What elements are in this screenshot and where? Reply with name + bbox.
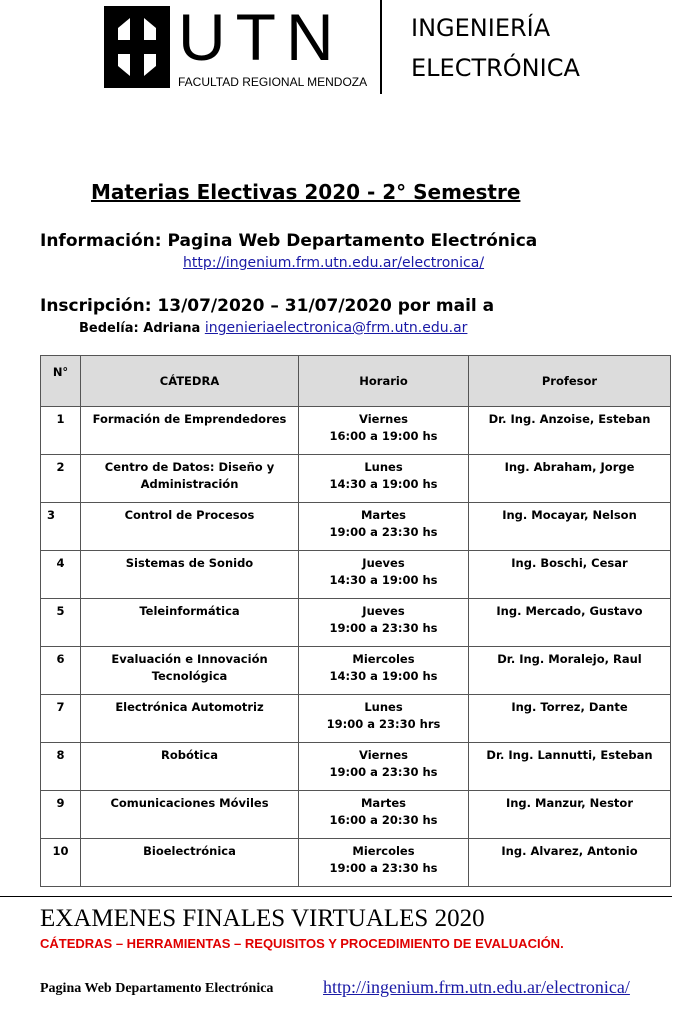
row-horario [299,551,469,599]
row-dia: Lunes [364,700,403,714]
header-divider [380,0,382,94]
row-hora: 16:00 a 19:00 hs [329,429,438,443]
row-num: 6 [41,647,81,695]
row-hora: 19:00 a 23:30 hs [329,861,438,875]
row-hora: 19:00 a 23:30 hs [329,525,438,539]
exams-title: EXAMENES FINALES VIRTUALES 2020 [40,905,485,932]
bedelia-line [79,320,467,336]
table-row [41,551,671,599]
row-catedra: Bioelectrónica [81,839,299,887]
header-num: N° [41,356,81,407]
table-header-row [41,356,671,407]
row-horario [299,599,469,647]
row-hora: 16:00 a 20:30 hs [329,813,438,827]
row-num: 3 [41,503,81,551]
utn-logo-mark-icon [104,6,170,88]
footer-url-link[interactable]: http://ingenium.frm.utn.edu.ar/electronica/ [323,977,630,997]
footer-label: Pagina Web Departamento Electrónica [40,981,274,996]
row-num: 4 [41,551,81,599]
row-num: 7 [41,695,81,743]
section-divider [0,896,672,897]
row-horario [299,503,469,551]
logo-text: UTN [178,0,344,74]
row-profesor: Ing. Alvarez, Antonio [469,839,671,887]
header-catedra: CÁTEDRA [81,356,299,407]
row-hora: 19:00 a 23:30 hrs [326,717,441,731]
row-catedra: Electrónica Automotriz [81,695,299,743]
row-catedra: Teleinformática [81,599,299,647]
row-catedra: Centro de Datos: Diseño y Administración [81,455,299,503]
row-dia: Viernes [359,412,408,426]
table-row [41,791,671,839]
exams-subtitle: CÁTEDRAS – HERRAMIENTAS – REQUISITOS Y PROCEDIMIENTO DE EVALUACIÓN. [40,936,564,951]
department-line1: INGENIERÍA [411,14,551,42]
row-hora: 14:30 a 19:00 hs [329,573,438,587]
row-catedra: Comunicaciones Móviles [81,791,299,839]
row-horario [299,647,469,695]
row-catedra: Robótica [81,743,299,791]
row-hora: 14:30 a 19:00 hs [329,477,438,491]
row-catedra: Sistemas de Sonido [81,551,299,599]
bedelia-label: Bedelía: Adriana [79,321,201,336]
row-num: 1 [41,407,81,455]
page-title: Materias Electivas 2020 - 2° Semestre [91,180,521,204]
row-catedra: Evaluación e Innovación Tecnológica [81,647,299,695]
row-dia: Martes [360,508,407,522]
row-hora: 19:00 a 23:30 hs [329,621,438,635]
row-dia: Viernes [359,748,408,762]
row-dia: Martes [360,796,407,810]
row-profesor: Ing. Boschi, Cesar [469,551,671,599]
row-num: 9 [41,791,81,839]
table-row [41,407,671,455]
info-url-link[interactable]: http://ingenium.frm.utn.edu.ar/electronica/ [183,255,485,271]
row-profesor: Dr. Ing. Anzoise, Esteban [469,407,671,455]
table-row [41,743,671,791]
row-num: 8 [41,743,81,791]
row-hora: 14:30 a 19:00 hs [329,669,438,683]
row-dia: Jueves [362,604,405,618]
row-catedra: Control de Procesos [81,503,299,551]
email-link[interactable]: ingenieriaelectronica@frm.utn.edu.ar [204,320,468,336]
row-horario [299,839,469,887]
row-dia: Jueves [362,556,405,570]
row-dia: Miercoles [352,652,415,666]
row-num: 2 [41,455,81,503]
row-dia: Miercoles [352,844,415,858]
table-row [41,503,671,551]
department-line2: ELECTRÓNICA [411,54,580,82]
table-row [41,695,671,743]
row-num: 5 [41,599,81,647]
row-hora: 19:00 a 23:30 hs [329,765,438,779]
header-profesor: Profesor [469,356,671,407]
info-label: Información: Pagina Web Departamento Electrónica [40,231,538,251]
table-row [41,647,671,695]
row-dia: Lunes [364,460,403,474]
row-horario [299,791,469,839]
row-profesor: Ing. Mercado, Gustavo [469,599,671,647]
table-row [41,599,671,647]
row-horario [299,407,469,455]
row-profesor: Ing. Abraham, Jorge [469,455,671,503]
row-horario [299,695,469,743]
header-horario: Horario [299,356,469,407]
row-horario [299,455,469,503]
row-catedra: Formación de Emprendedores [81,407,299,455]
row-horario [299,743,469,791]
row-profesor: Ing. Torrez, Dante [469,695,671,743]
row-profesor: Ing. Manzur, Nestor [469,791,671,839]
electivas-table [40,355,671,887]
row-profesor: Dr. Ing. Lannutti, Esteban [469,743,671,791]
logo-subtitle: FACULTAD REGIONAL MENDOZA [178,75,368,89]
table-row [41,455,671,503]
row-num: 10 [41,839,81,887]
table-row [41,839,671,887]
row-profesor: Ing. Mocayar, Nelson [469,503,671,551]
row-profesor: Dr. Ing. Moralejo, Raul [469,647,671,695]
inscripcion-label: Inscripción: 13/07/2020 – 31/07/2020 por mail a [40,296,495,316]
